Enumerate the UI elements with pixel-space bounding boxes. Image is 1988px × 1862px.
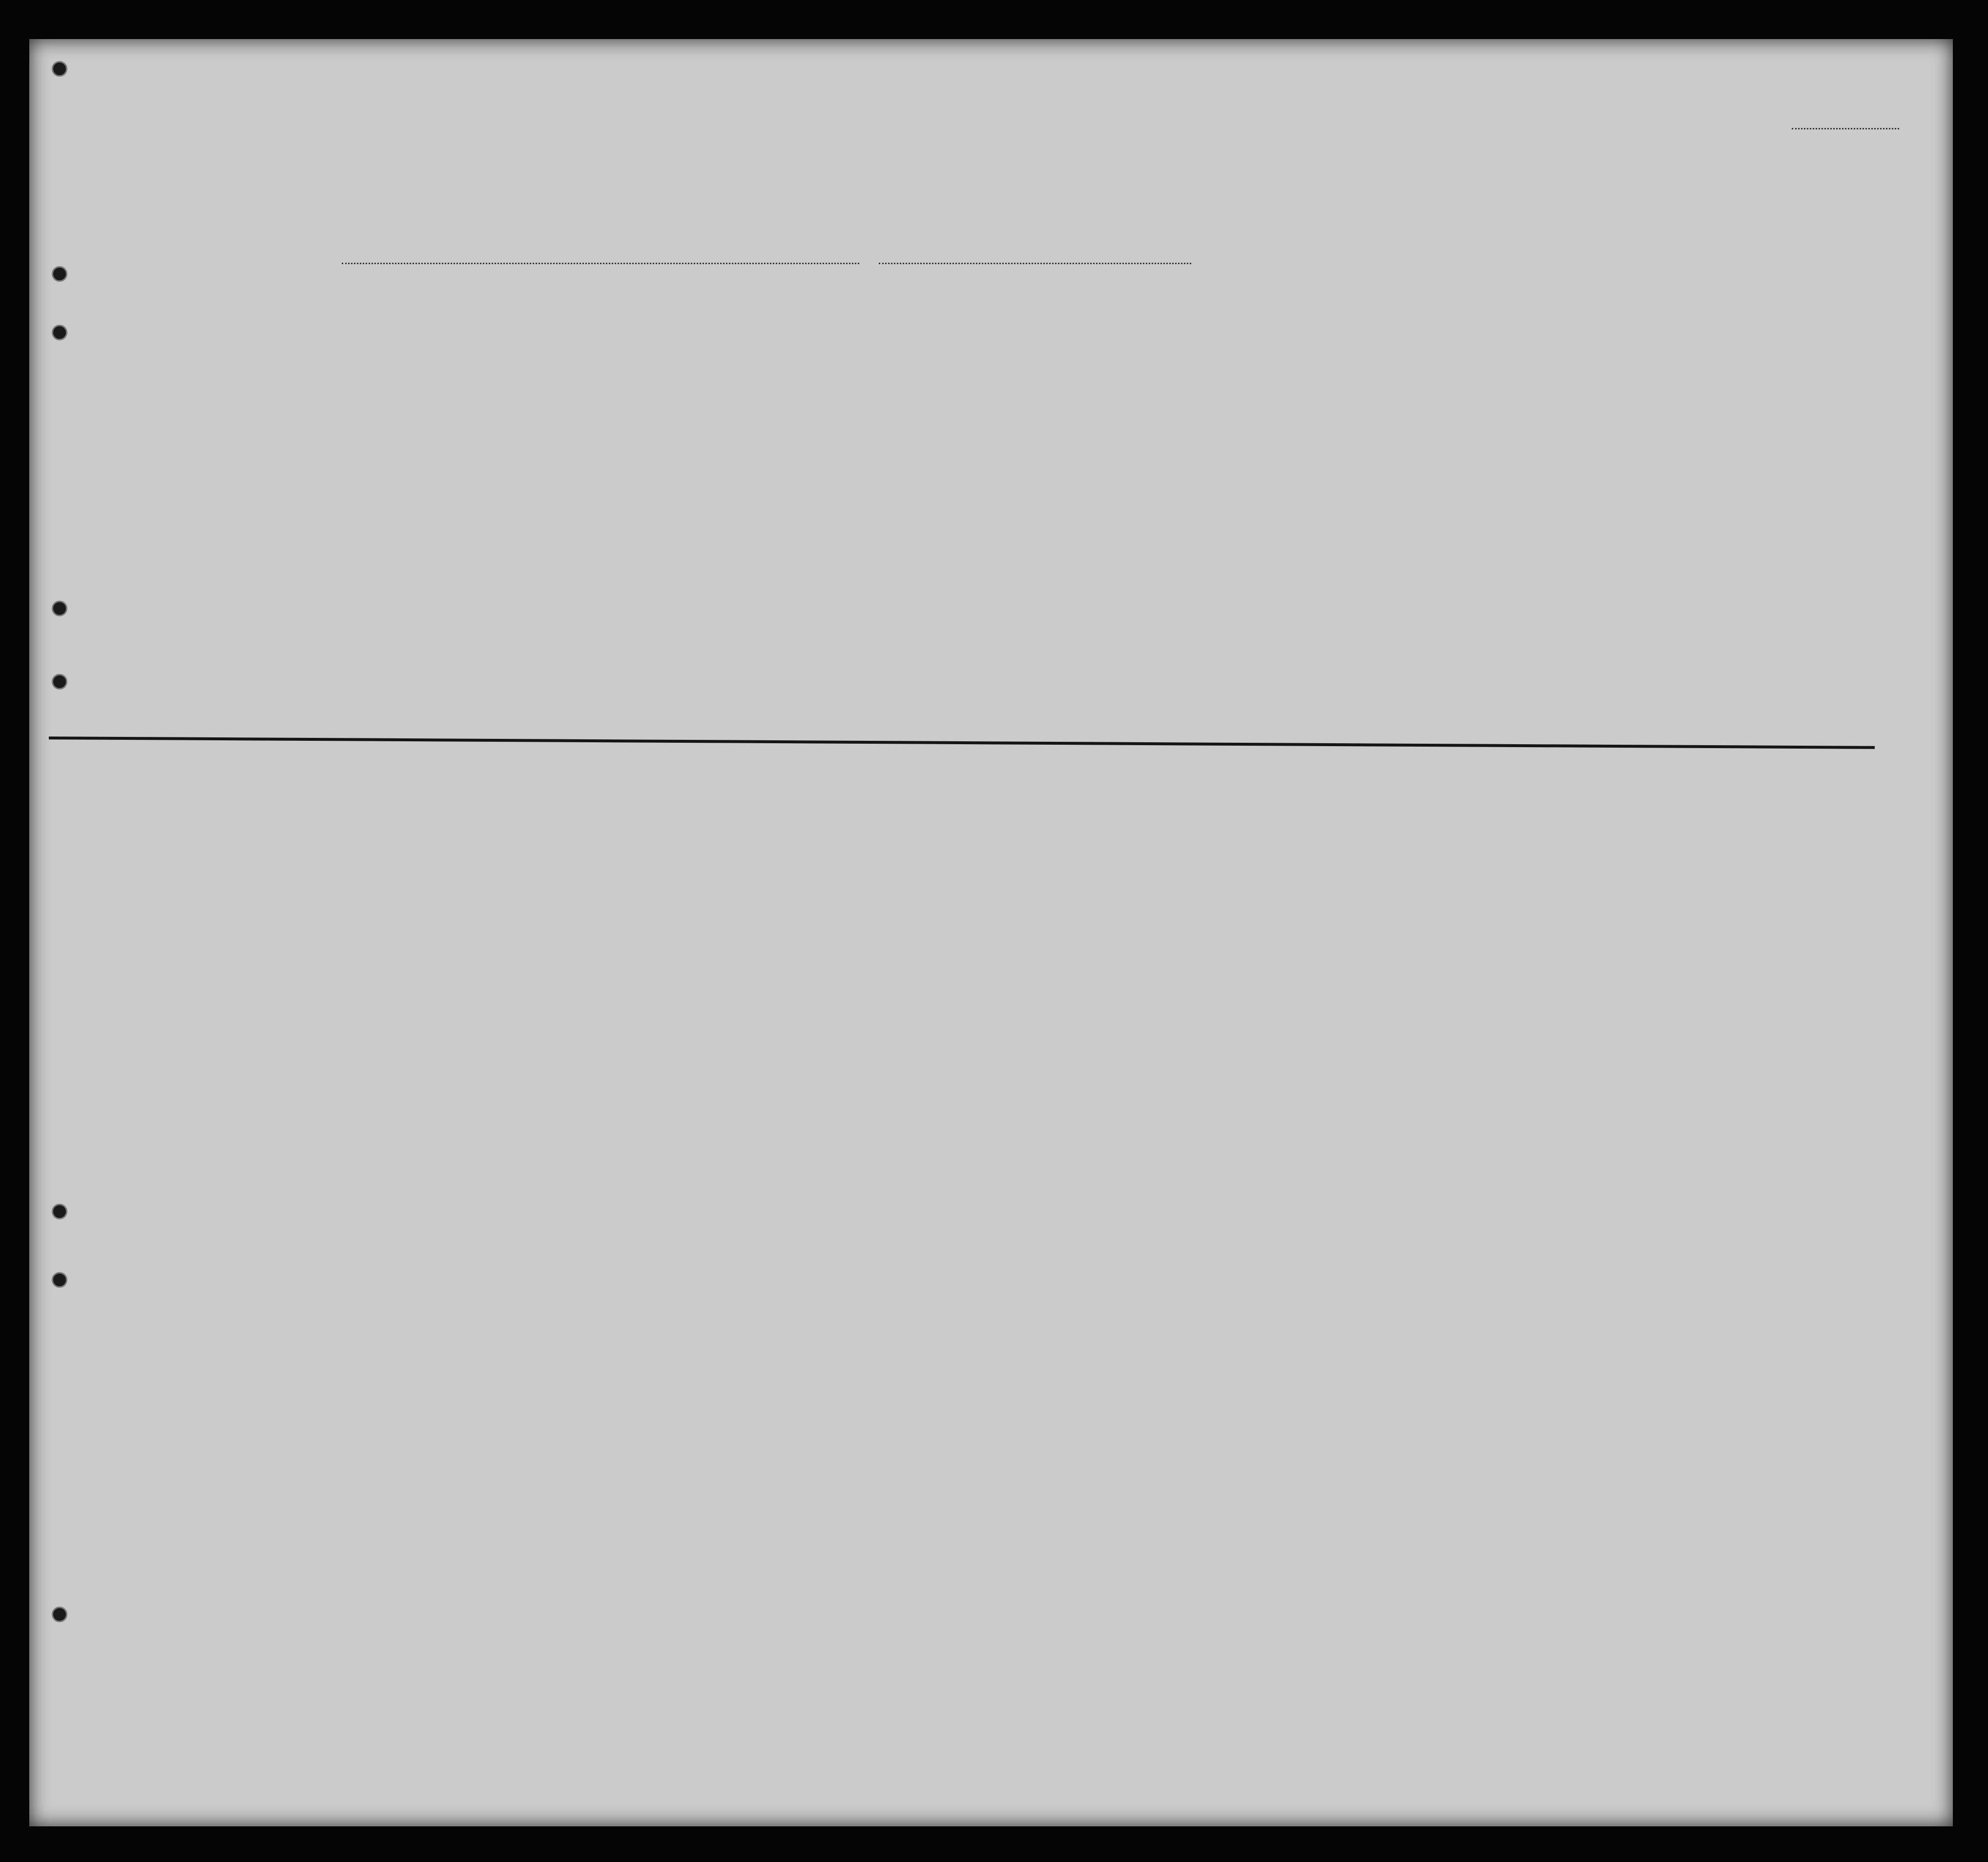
binding-hole bbox=[52, 1204, 67, 1219]
binding-hole bbox=[52, 601, 67, 616]
date-underline bbox=[879, 263, 1191, 264]
binding-hole bbox=[52, 674, 67, 690]
binding-hole bbox=[52, 1607, 67, 1622]
list-underline bbox=[1792, 128, 1899, 129]
binding-hole bbox=[52, 266, 67, 282]
binding-hole bbox=[52, 1272, 67, 1288]
binding-hole bbox=[52, 61, 67, 77]
manifest-sheet bbox=[29, 39, 1953, 1826]
port-underline bbox=[342, 263, 859, 264]
binding-hole bbox=[52, 325, 67, 340]
